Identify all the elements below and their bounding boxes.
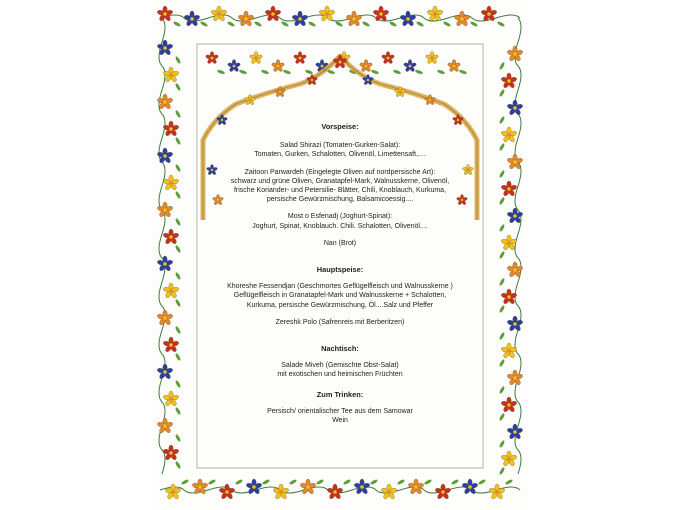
leaf-motif <box>371 69 380 75</box>
dish-description: Kurkuma, persische Gewürzmischung, Öl....Salz und Pfeffer <box>246 301 434 309</box>
flower-motif <box>400 11 417 27</box>
leaf-motif <box>175 299 182 308</box>
flower-motif <box>327 484 344 500</box>
leaf-motif <box>505 479 514 486</box>
flower-motif <box>271 59 284 72</box>
flower-motif <box>163 337 180 353</box>
flower-motif <box>265 6 282 22</box>
flower-motif <box>300 479 317 495</box>
leaf-motif <box>389 21 398 28</box>
flower-motif <box>435 484 452 500</box>
leaf-motif <box>499 89 506 98</box>
leaf-motif <box>175 164 182 173</box>
leaf-motif <box>397 479 406 486</box>
leaf-motif <box>308 21 317 28</box>
leaf-motif <box>175 272 182 281</box>
leaf-motif <box>305 69 314 75</box>
section-title: Zum Trinken: <box>316 389 364 399</box>
dish-name: Salad Shirazi (Tomaten-Gurken-Salat): <box>279 142 401 150</box>
leaf-motif <box>499 386 506 395</box>
leaf-motif <box>175 245 182 254</box>
flower-motif <box>501 73 518 89</box>
dish-description: Joghurt, Spinat, Knoblauch. Chili. Schalotten, Olivenöl.... <box>252 222 428 230</box>
leaf-motif <box>470 21 479 28</box>
flower-motif <box>354 479 371 495</box>
leaf-motif <box>393 69 402 75</box>
dish-description: persische Gewürzmischung, Balsamicoessig.... <box>266 196 414 204</box>
leaf-motif <box>175 407 182 416</box>
leaf-motif <box>175 434 182 443</box>
dish-name: Salade Miveh (Gemischte Obst-Salat) <box>281 362 399 370</box>
flower-motif <box>447 59 460 72</box>
flower-motif <box>238 11 255 27</box>
flower-motif <box>507 100 524 116</box>
flower-motif <box>501 127 518 143</box>
flower-motif <box>211 6 228 22</box>
leaf-motif <box>499 62 506 71</box>
leaf-motif <box>181 479 190 486</box>
flower-motif <box>293 51 306 64</box>
dish-name: Nan (Brot) <box>323 239 357 247</box>
section-main <box>198 265 482 327</box>
leaf-motif <box>335 21 344 28</box>
flower-motif <box>481 6 498 22</box>
flower-motif <box>184 11 201 27</box>
flower-motif <box>381 51 394 64</box>
section-title: Vorspeise: <box>321 122 359 131</box>
dish-description: mit exotischen und heimischen Früchten <box>277 371 403 379</box>
flower-motif <box>346 11 363 27</box>
leaf-motif <box>415 69 424 75</box>
leaf-motif <box>261 69 270 75</box>
section-starters <box>198 122 482 248</box>
leaf-motif <box>416 21 425 28</box>
leaf-motif <box>175 461 182 470</box>
dish-name: Khoreshe Fessendjan (Geschmortes Geflügelfleisch und Walnusskerne ) <box>227 283 453 291</box>
leaf-motif <box>175 137 182 146</box>
leaf-motif <box>370 479 379 486</box>
leaf-motif <box>459 69 468 75</box>
flower-motif <box>381 484 398 500</box>
flower-motif <box>454 11 471 27</box>
flower-motif <box>489 484 506 500</box>
flower-motif <box>227 59 240 72</box>
leaf-motif <box>254 21 263 28</box>
flower-motif <box>507 370 524 386</box>
leaf-motif <box>499 278 506 287</box>
flower-motif <box>163 175 180 191</box>
leaf-motif <box>499 359 506 368</box>
leaf-motif <box>499 116 506 125</box>
leaf-motif <box>281 21 290 28</box>
leaf-motif <box>497 21 506 28</box>
leaf-motif <box>437 69 446 75</box>
leaf-motif <box>175 110 182 119</box>
section-drinks <box>198 390 482 426</box>
leaf-motif <box>235 479 244 486</box>
leaf-motif <box>316 479 325 486</box>
dish-description: frische Koriander- und Petersilie- Blätter, Chili, Knoblauch, Kurkuma, <box>233 187 447 195</box>
leaf-motif <box>499 413 506 422</box>
flower-motif <box>157 418 174 434</box>
leaf-motif <box>478 479 487 486</box>
leaf-motif <box>499 197 506 206</box>
flower-motif <box>219 484 236 500</box>
flower-motif <box>157 6 174 22</box>
flower-motif <box>249 52 262 65</box>
leaf-motif <box>217 69 226 75</box>
drink-description: Wein <box>332 417 348 425</box>
leaf-motif <box>227 21 236 28</box>
leaf-motif <box>175 353 182 362</box>
leaf-motif <box>175 56 182 65</box>
flower-motif <box>157 310 174 326</box>
vine-line <box>159 18 165 474</box>
leaf-motif <box>343 479 352 486</box>
leaf-motif <box>289 479 298 486</box>
leaf-motif <box>262 479 271 486</box>
leaf-motif <box>443 21 452 28</box>
flower-motif <box>157 364 174 380</box>
section-title: Nachtisch: <box>321 344 359 354</box>
flower-motif <box>319 6 336 22</box>
leaf-motif <box>175 380 182 389</box>
flower-motif <box>273 484 290 500</box>
menu-content <box>198 122 482 425</box>
leaf-motif <box>499 251 506 260</box>
leaf-motif <box>362 21 371 28</box>
leaf-motif <box>499 143 506 152</box>
leaf-motif <box>175 326 182 335</box>
leaf-motif <box>173 21 182 28</box>
dish-description: Tomaten, Gurken, Schalotten, Olivenöl, Limettensaft,.... <box>254 151 426 159</box>
leaf-motif <box>175 83 182 92</box>
leaf-motif <box>424 479 433 486</box>
leaf-motif <box>175 218 182 227</box>
dish-name: Zaitoon Parwardeh (Eingelegte Oliven auf nordpersische Art): <box>244 168 436 176</box>
vine-line <box>515 18 521 474</box>
flower-motif <box>359 59 372 72</box>
drink-name: Persisch/ orientalischer Tee aus dem Samowar <box>267 407 413 415</box>
flower-motif <box>165 484 182 500</box>
flower-motif <box>501 451 518 467</box>
leaf-motif <box>451 479 460 486</box>
flower-motif <box>163 229 180 245</box>
flower-motif <box>205 51 218 64</box>
flower-motif <box>408 479 425 495</box>
flower-motif <box>427 6 444 22</box>
leaf-motif <box>499 170 506 179</box>
flower-motif <box>373 6 390 22</box>
leaf-motif <box>499 440 506 449</box>
flower-motif <box>501 181 518 197</box>
leaf-motif <box>208 479 217 486</box>
dish-description: schwarz und grüne Oliven, Granatapfel-Mark, Walnusskerne, Olivenöl, <box>230 177 450 185</box>
leaf-motif <box>499 467 506 476</box>
dish-name: Most o Esfenadj (Joghurt-Spinat): <box>287 213 393 221</box>
leaf-motif <box>499 305 506 314</box>
flower-motif <box>163 67 180 83</box>
dish-name: Zereshk Polo (Safrenreis mit Berberitzen) <box>275 318 405 326</box>
leaf-motif <box>239 69 248 75</box>
section-title: Hauptspeise: <box>316 265 364 275</box>
leaf-motif <box>499 224 506 233</box>
leaf-motif <box>499 332 506 341</box>
leaf-motif <box>175 191 182 200</box>
flower-motif <box>292 11 309 27</box>
dish-description: Geflügelfleisch in Granatapfel-Mark und Walnusskerne + Schalotten, <box>233 292 447 300</box>
flower-motif <box>163 391 180 407</box>
leaf-motif <box>283 69 292 75</box>
flower-motif <box>403 59 416 72</box>
flower-motif <box>163 283 180 299</box>
section-dessert <box>198 344 482 380</box>
flower-motif <box>501 397 518 413</box>
leaf-motif <box>200 21 209 28</box>
flower-motif <box>501 289 518 305</box>
flower-motif <box>425 51 438 64</box>
